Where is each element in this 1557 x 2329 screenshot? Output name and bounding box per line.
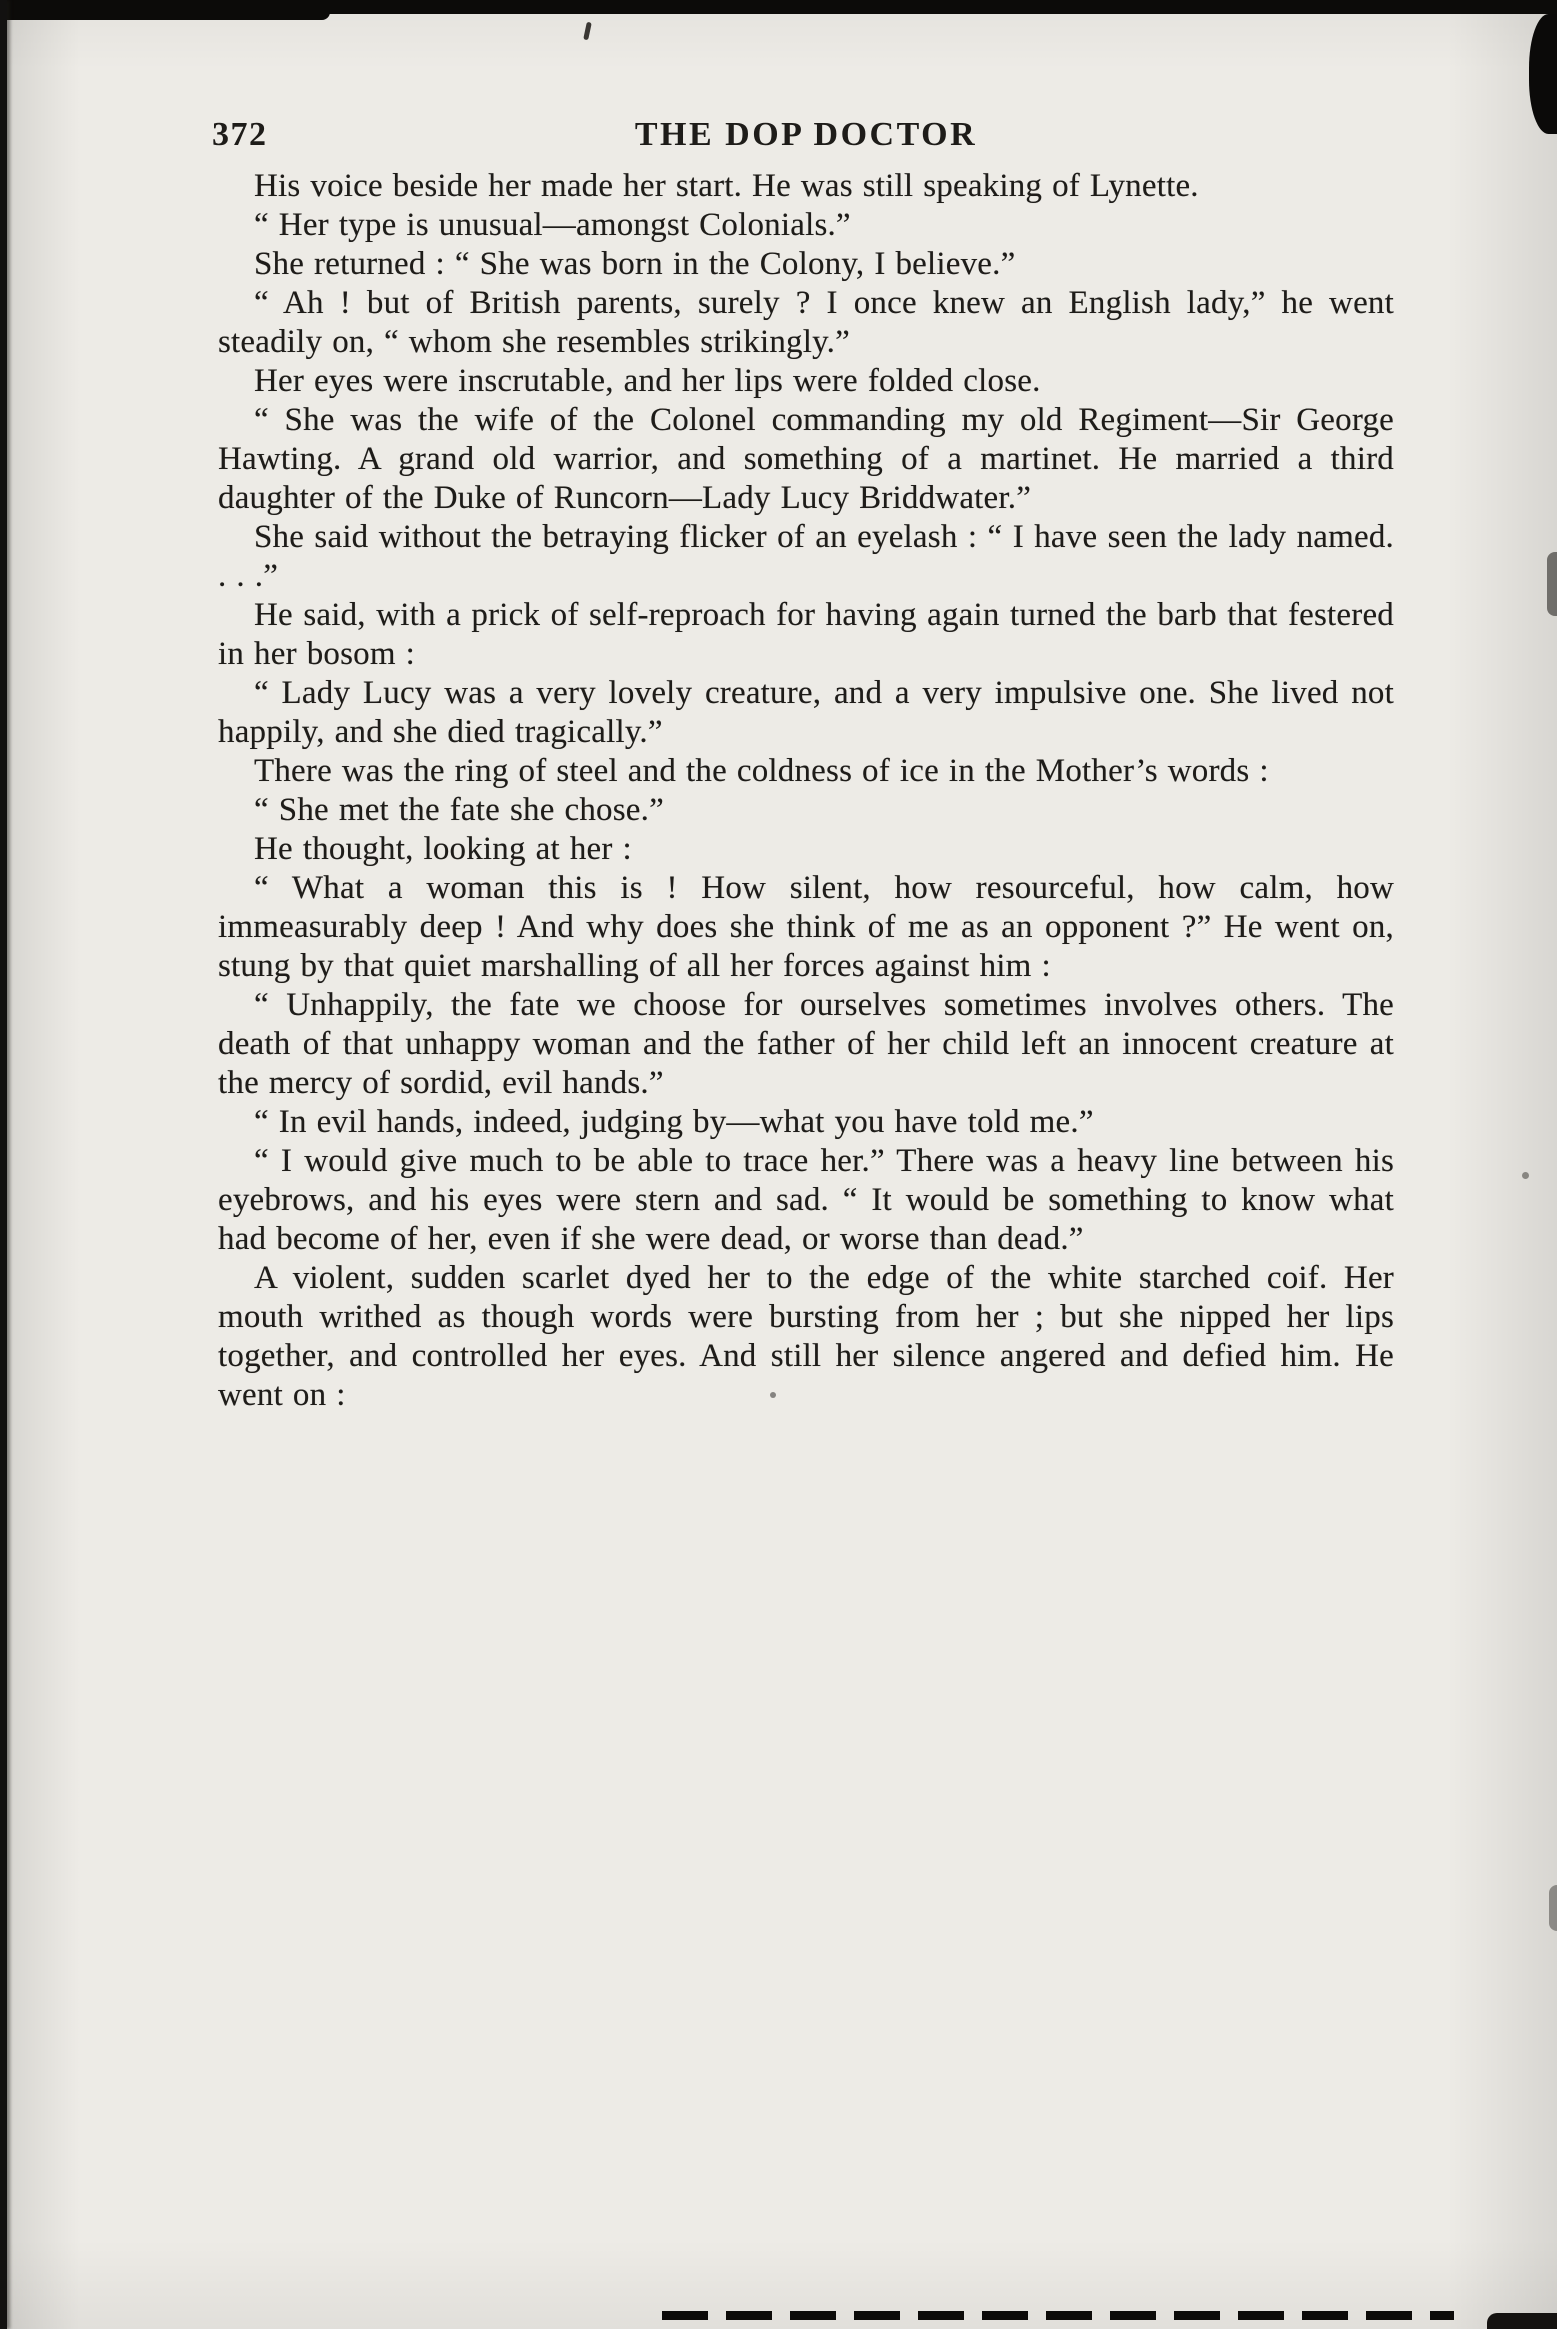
paragraph: “ She was the wife of the Colonel commanding my old Regiment—Sir George Hawting. A grand old warrior, and something of a martinet. He married a third daughter of the Duke of Runcorn—Lady Lucy Briddwater.” xyxy=(218,402,1394,516)
scan-right-smudge xyxy=(1547,552,1557,616)
scan-ink-speck xyxy=(1522,1172,1529,1179)
paragraph: “ Lady Lucy was a very lovely creature, and a very impulsive one. She lived not happily, and she died tragically.” xyxy=(218,675,1394,750)
scan-right-edge-blob xyxy=(1529,14,1557,134)
paragraph: There was the ring of steel and the coldness of ice in the Mother’s words : xyxy=(254,753,1269,789)
paragraph: “ She met the fate she chose.” xyxy=(254,792,664,828)
page-number: 372 xyxy=(212,116,268,153)
scan-top-edge-thick xyxy=(0,0,330,20)
scan-right-smudge xyxy=(1549,1885,1557,1931)
paragraph: “ In evil hands, indeed, judging by—what you have told me.” xyxy=(254,1104,1094,1140)
scan-bottom-corner-mark xyxy=(1487,2313,1557,2329)
paragraph: He said, with a prick of self-reproach for having again turned the barb that festered in her bosom : xyxy=(218,597,1394,672)
scan-bottom-dashed-edge xyxy=(662,2311,1454,2320)
scan-tick-mark xyxy=(583,22,592,41)
paragraph: She returned : “ She was born in the Colony, I believe.” xyxy=(254,246,1016,282)
paragraph: Her eyes were inscrutable, and her lips were folded close. xyxy=(254,363,1041,399)
paragraph: His voice beside her made her start. He was still speaking of Lynette. xyxy=(254,168,1199,204)
running-title: THE DOP DOCTOR xyxy=(634,116,978,153)
page-body xyxy=(218,167,1394,1415)
paragraph: “ Ah ! but of British parents, surely ? I once knew an English lady,” he went steadily on, “ whom she resembles strikingly.” xyxy=(218,285,1394,360)
page-header xyxy=(212,116,1394,154)
paragraph: He thought, looking at her : xyxy=(254,831,632,867)
paragraph: “ I would give much to be able to trace her.” There was a heavy line between his eyebrows, and his eyes were stern and sad. “ It would be something to know what had become of her, even if she were dead, or worse than dead.” xyxy=(218,1143,1394,1257)
scan-top-edge-bar xyxy=(0,0,1557,14)
paragraph: “ Unhappily, the fate we choose for ourselves sometimes involves others. The death of that unhappy woman and the father of her child left an innocent creature at the mercy of sordid, evil hands.” xyxy=(218,987,1394,1101)
paragraph: She said without the betraying flicker of an eyelash : “ I have seen the lady named. . . .” xyxy=(218,519,1394,594)
paragraph: “ Her type is unusual—amongst Colonials.” xyxy=(254,207,851,243)
scan-left-edge-line xyxy=(0,0,7,2329)
paragraph: A violent, sudden scarlet dyed her to the edge of the white starched coif. Her mouth writhed as though words were bursting from her ; but she nipped her lips together, and controlled her eyes. And still her silence angered and defied him. He went on : xyxy=(218,1260,1394,1413)
paragraph: “ What a woman this is ! How silent, how resourceful, how calm, how immeasurably deep ! And why does she think of me as an opponent ?” He went on, stung by that quiet marshalling of all her forces against him : xyxy=(218,870,1394,984)
